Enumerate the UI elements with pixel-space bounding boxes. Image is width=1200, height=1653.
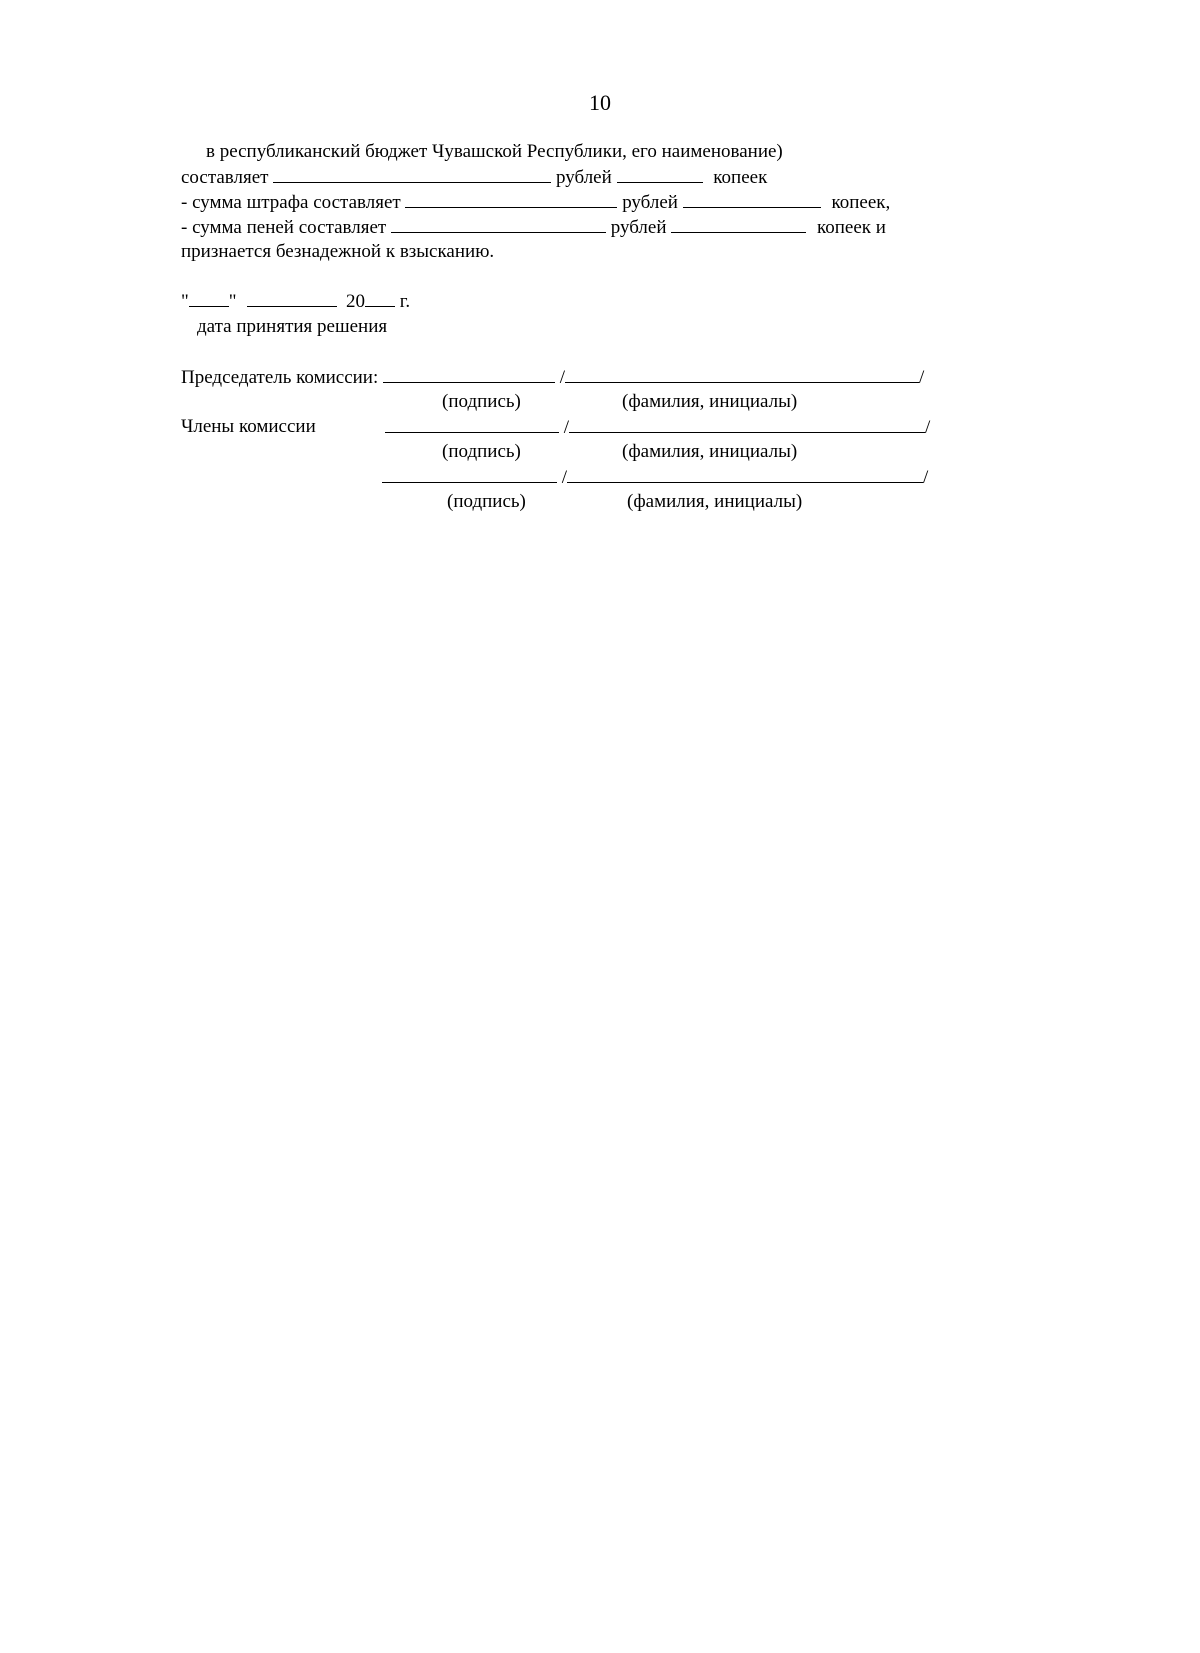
slash: / [563, 417, 570, 438]
member-1-signature-blank [385, 416, 559, 433]
slash: / [925, 417, 931, 438]
body-line-4 [181, 216, 886, 239]
member-2-signature-blank [382, 466, 557, 483]
member-2-name-blank [567, 466, 923, 483]
fine-kopecks-word: копеек, [831, 192, 891, 213]
member-2-row [382, 466, 928, 489]
amount-label: составляет [181, 167, 269, 188]
date-quote-close: " [228, 291, 237, 312]
year-suffix: г. [399, 291, 411, 312]
member-1-name-caption: (фамилия, инициалы) [622, 441, 798, 462]
amount-kopecks-blank [617, 166, 703, 183]
body-line-2 [181, 166, 767, 189]
member-1-signature-caption: (подпись) [442, 441, 521, 462]
fine-rubles-word: рублей [622, 192, 678, 213]
uncollectible-text: признается безнадежной к взысканию. [181, 241, 495, 262]
chairman-row [181, 366, 924, 389]
chairman-name-blank [565, 366, 919, 383]
day-blank [189, 290, 229, 307]
members-label: Члены комиссии [181, 416, 316, 437]
penalty-kopecks-word: копеек и [817, 217, 886, 238]
chairman-signature-blank [383, 366, 555, 383]
kopecks-word: копеек [713, 167, 768, 188]
body-line-3 [181, 191, 890, 214]
slash: / [919, 367, 925, 388]
penalty-rubles-blank [391, 216, 606, 233]
rubles-word: рублей [556, 167, 612, 188]
penalty-label: - сумма пеней составляет [181, 217, 387, 238]
member-1-name-blank [569, 416, 925, 433]
fine-label: - сумма штрафа составляет [181, 192, 401, 213]
chairman-name-caption: (фамилия, инициалы) [622, 391, 798, 412]
date-caption: дата принятия решения [197, 316, 388, 337]
chairman-signature-caption: (подпись) [442, 391, 521, 412]
penalty-kopecks-blank [671, 216, 806, 233]
body-line-5 [181, 241, 494, 263]
penalty-rubles-word: рублей [610, 217, 667, 238]
decision-date [181, 290, 410, 313]
budget-text: в республиканский бюджет Чувашской Республики, его наименование) [206, 141, 783, 162]
year-blank [365, 290, 395, 307]
month-blank [247, 290, 337, 307]
member-1-row [385, 416, 930, 439]
amount-rubles-blank [273, 166, 551, 183]
fine-rubles-blank [405, 191, 617, 208]
date-quote-open: " [181, 291, 189, 312]
member-2-signature-caption: (подпись) [447, 491, 526, 512]
member-2-name-caption: (фамилия, инициалы) [627, 491, 803, 512]
chairman-label: Председатель комиссии: [181, 367, 379, 388]
page-number: 10 [589, 90, 611, 115]
slash: / [559, 367, 566, 388]
slash: / [923, 467, 929, 488]
slash: / [561, 467, 568, 488]
year-prefix: 20 [346, 291, 366, 312]
body-line-1 [206, 141, 783, 163]
fine-kopecks-blank [683, 191, 821, 208]
